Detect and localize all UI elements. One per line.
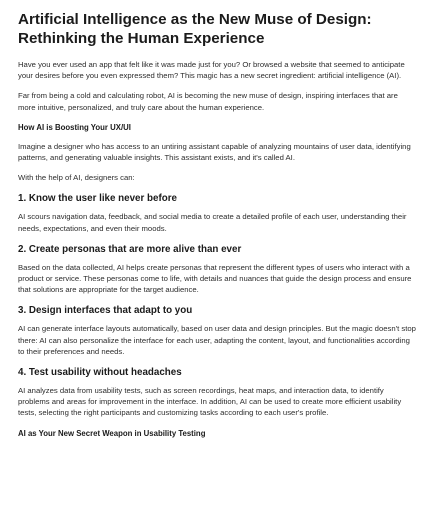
- title-line-1: Artificial Intelligence as the New Muse of Design:: [18, 11, 372, 28]
- section-text-1: AI scours navigation data, feedback, and social media to create a detailed profile of each user, understanding their needs, expectations, and even their moods.: [18, 212, 407, 233]
- intro-paragraph-1: Have you ever used an app that felt like it was made just for you? Or browsed a website that seemed to anticipate your desires before you even expressed them? This magic has a new secret ingredient: artificial intelligence (AI).: [18, 60, 405, 81]
- section-text-3: AI can generate interface layouts automatically, based on user data and design principles. But the magic doesn't stop there: AI can also personalize the interface for each user, adapting the content, layout, and functionalities according to their preferences and needs.: [18, 324, 416, 356]
- section-heading-4: 4. Test usability without headaches: [18, 367, 182, 379]
- intro-paragraph-2: Far from being a cold and calculating robot, AI is becoming the new muse of design, inspiring interfaces that are more intuitive, personalized, and truly care about the human experience.: [18, 91, 398, 112]
- section-text-2: Based on the data collected, AI helps create personas that represent the different types of users who interact with a product or service. These personas come to life, with details and nuances that guide the design process and ensure that solutions are appropriate for the target audience.: [18, 262, 412, 295]
- title-line-2: Rethinking the Human Experience: [18, 30, 265, 47]
- article-title: [18, 10, 416, 48]
- section-text-4: AI analyzes data from usability tests, such as screen recordings, heat maps, and interaction data, to identify problems and areas for improvement in the interface. In addition, AI can be used to create more efficient usability tests, selecting the right participants and customizing tasks according to each user's profile.: [18, 386, 402, 418]
- section-heading-3: 3. Design interfaces that adapt to you: [18, 305, 193, 317]
- subheading-usability-testing: AI as Your New Secret Weapon in Usability Testing: [18, 428, 206, 438]
- section-heading-2: 2. Create personas that are more alive than ever: [18, 243, 242, 255]
- subheading-ai-boosting-ux: How AI is Boosting Your UX/UI: [18, 122, 131, 132]
- body-paragraph-2: With the help of AI, designers can:: [18, 173, 135, 183]
- body-paragraph-1: Imagine a designer who has access to an untiring assistant capable of analyzing mountains of user data, identifying patterns, and generating valuable insights. This assistant exists, and it's called AI.: [18, 141, 411, 163]
- section-heading-1: 1. Know the user like never before: [18, 193, 177, 205]
